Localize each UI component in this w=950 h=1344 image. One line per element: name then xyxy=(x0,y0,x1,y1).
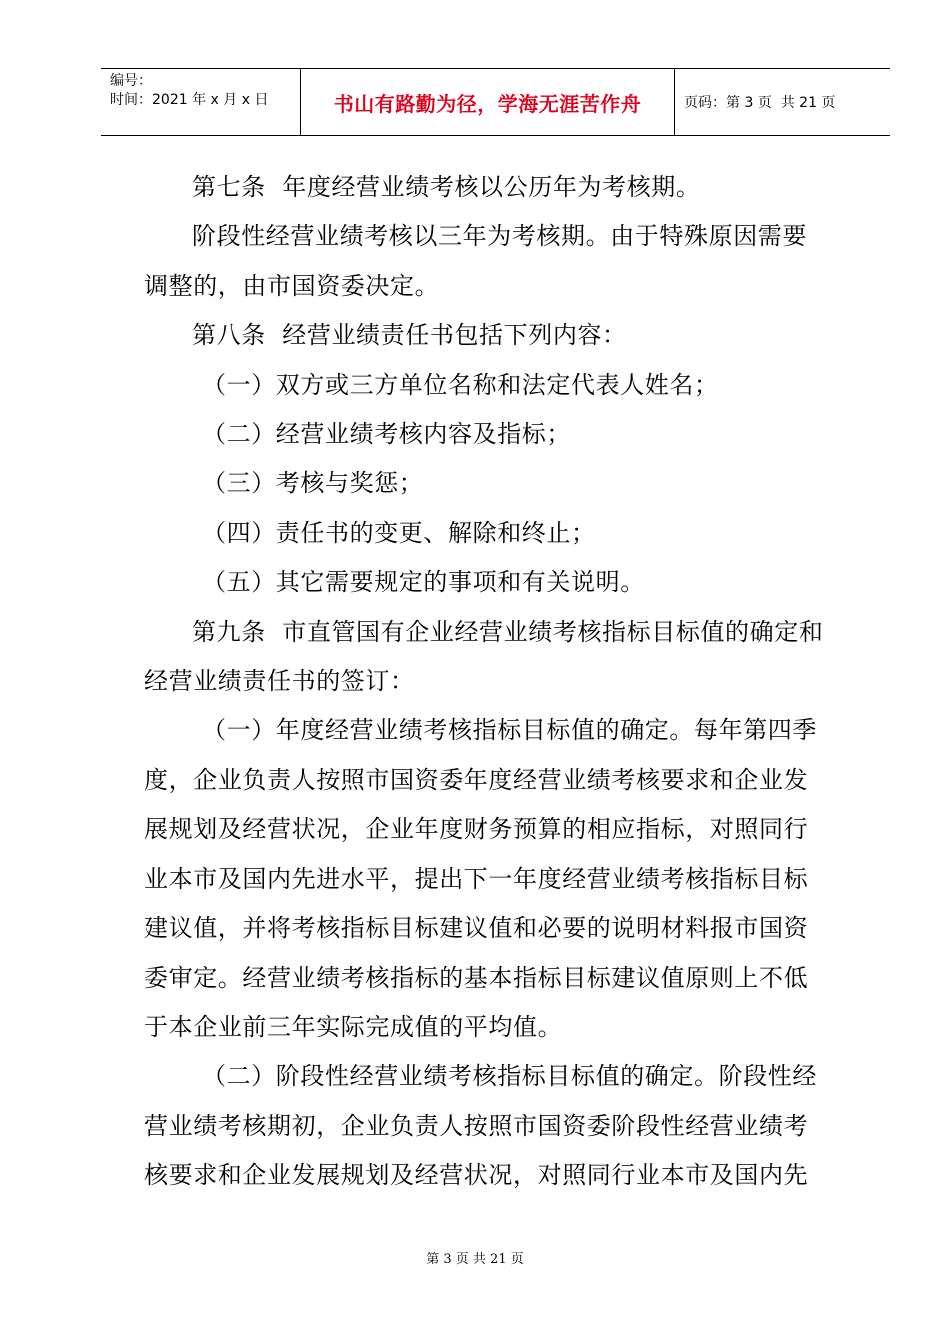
paragraph-line: 建议值，并将考核指标目标建议值和必要的说明材料报市国资 xyxy=(144,914,809,943)
paragraph-line: 核要求和企业发展规划及经营状况，对照同行业本市及国内先 xyxy=(144,1161,809,1190)
header-serial-label: 编号： xyxy=(110,73,152,89)
page-header xyxy=(101,68,890,136)
paragraph-line: 展规划及经营状况，企业年度财务预算的相应指标，对照同行 xyxy=(144,815,809,844)
header-meta xyxy=(101,69,301,135)
document-body xyxy=(144,163,850,1201)
paragraph-line: 营业绩考核期初，企业负责人按照市国资委阶段性经营业绩考 xyxy=(144,1111,809,1140)
paragraph-line: 第九条 市直管国有企业经营业绩考核指标目标值的确定和 xyxy=(192,617,824,646)
paragraph-line: 第七条 年度经营业绩考核以公历年为考核期。 xyxy=(192,173,701,201)
list-item: （四）责任书的变更、解除和终止； xyxy=(202,518,596,547)
header-page-code xyxy=(675,69,890,135)
paragraph-line: 调整的，由市国资委决定。 xyxy=(144,271,440,300)
paragraph-line: 于本企业前三年实际完成值的平均值。 xyxy=(144,1012,563,1041)
header-page-code-text: 页码：第 3 页 共 21 页 xyxy=(684,95,836,111)
paragraph-line: 第八条 经营业绩责任书包括下列内容： xyxy=(192,321,627,350)
paragraph-line: 度，企业负责人按照市国资委年度经营业绩考核要求和企业发 xyxy=(144,765,809,794)
paragraph-line: （一）年度经营业绩考核指标目标值的确定。每年第四季 xyxy=(202,716,817,745)
list-item: （二）经营业绩考核内容及指标； xyxy=(202,420,571,449)
page-footer: 第 3 页 共 21 页 xyxy=(426,1252,524,1267)
list-item: （五）其它需要规定的事项和有关说明。 xyxy=(202,568,645,597)
paragraph-line: 业本市及国内先进水平，提出下一年度经营业绩考核指标目标 xyxy=(144,864,809,893)
paragraph-line: 经营业绩责任书的签订： xyxy=(144,667,415,696)
paragraph-line: 委审定。经营业绩考核指标的基本指标目标建议值原则上不低 xyxy=(144,963,809,992)
header-date: 时间：2021 年 x 月 x 日 xyxy=(110,92,269,108)
paragraph-line: 阶段性经营业绩考核以三年为考核期。由于特殊原因需要 xyxy=(192,222,807,251)
paragraph-line: （二）阶段性经营业绩考核指标目标值的确定。阶段性经 xyxy=(202,1062,817,1091)
list-item: （三）考核与奖惩； xyxy=(202,469,424,498)
list-item: （一）双方或三方单位名称和法定代表人姓名； xyxy=(202,370,719,399)
header-motto: 书山有路勤为径，学海无涯苦作舟 xyxy=(301,69,675,135)
